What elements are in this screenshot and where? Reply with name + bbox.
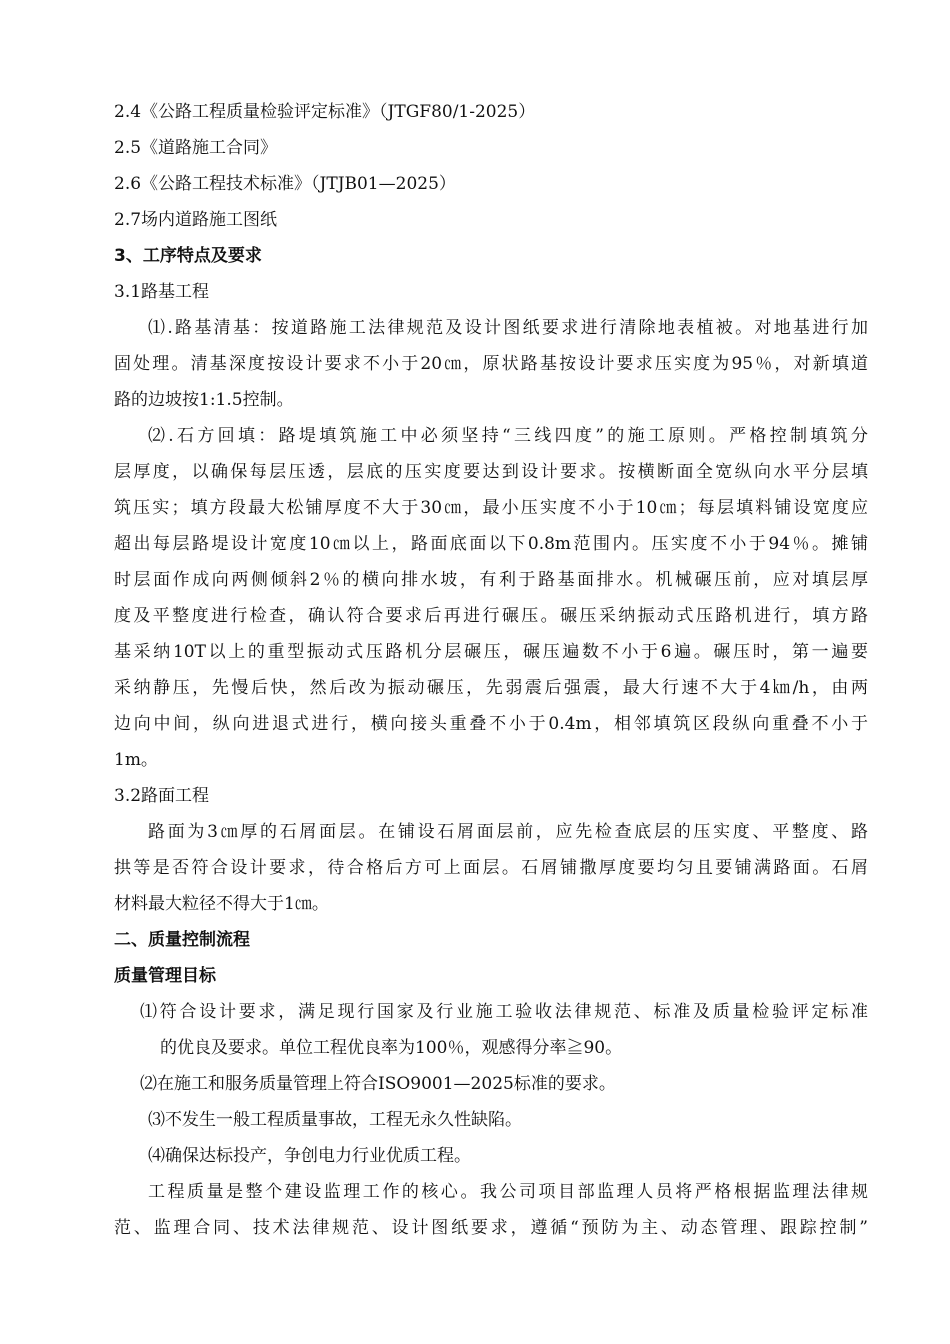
- goal-item: ⑴符合设计要求，满足现行国家及行业施工验收法律规范、标准及质量检验评定标准: [140, 1002, 868, 1022]
- paragraph-line: 工程质量是整个建设监理工作的核心。我公司项目部监理人员将严格根据监理法律规: [148, 1182, 868, 1202]
- subsection-heading: 3.1路基工程: [114, 282, 210, 302]
- paragraph-line: 筑压实；填方段最大松铺厚度不大于30㎝，最小压实度不小于10㎝；每层填料铺设宽度应: [114, 498, 868, 518]
- reference-item: 2.7场内道路施工图纸: [114, 210, 278, 230]
- subsection-heading: 3.2路面工程: [114, 786, 210, 806]
- paragraph-line: 超出每层路堤设计宽度10㎝以上，路面底面以下0.8m范围内。压实度不小于94％。摊铺: [114, 534, 868, 554]
- paragraph-line: 度及平整度进行检查，确认符合要求后再进行碾压。碾压采纳振动式压路机进行，填方路: [114, 606, 868, 626]
- paragraph-line: 材料最大粒径不得大于1㎝。: [114, 894, 329, 914]
- reference-item: 2.6《公路工程技术标准》（JTJB01—2025）: [114, 174, 456, 194]
- paragraph-line: ⑴.路基清基：按道路施工法律规范及设计图纸要求进行清除地表植被。对地基进行加: [148, 318, 868, 338]
- goal-item: ⑷确保达标投产，争创电力行业优质工程。: [148, 1146, 471, 1166]
- reference-item: 2.4《公路工程质量检验评定标准》（JTGF80/1-2025）: [114, 102, 536, 122]
- goal-item: ⑵在施工和服务质量管理上符合ISO9001—2025标准的要求。: [140, 1074, 616, 1094]
- paragraph-line: ⑵.石方回填：路堤填筑施工中必须坚持“三线四度”的施工原则。严格控制填筑分: [148, 426, 868, 446]
- goal-item: ⑶不发生一般工程质量事故，工程无永久性缺陷。: [148, 1110, 522, 1130]
- paragraph-line: 范、监理合同、技术法律规范、设计图纸要求，遵循“预防为主、动态管理、跟踪控制”: [114, 1218, 868, 1238]
- reference-item: 2.5《道路施工合同》: [114, 138, 278, 158]
- paragraph-line: 基采纳10T以上的重型振动式压路机分层碾压，碾压遍数不小于6遍。碾压时，第一遍要: [114, 642, 868, 662]
- subsection-heading: 质量管理目标: [114, 966, 216, 986]
- paragraph-line: 层厚度，以确保每层压透，层底的压实度要达到设计要求。按横断面全宽纵向水平分层填: [114, 462, 868, 482]
- goal-item-continuation: 的优良及要求。单位工程优良率为100％，观感得分率≧90。: [160, 1038, 623, 1058]
- paragraph-line: 拱等是否符合设计要求，待合格后方可上面层。石屑铺撒厚度要均匀且要铺满路面。石屑: [114, 858, 868, 878]
- section-heading: 二、质量控制流程: [114, 930, 250, 950]
- section-heading: 3、工序特点及要求: [114, 246, 262, 266]
- paragraph-line: 固处理。清基深度按设计要求不小于20㎝，原状路基按设计要求压实度为95％，对新填道: [114, 354, 868, 374]
- paragraph-line: 时层面作成向两侧倾斜2％的横向排水坡，有利于路基面排水。机械碾压前，应对填层厚: [114, 570, 868, 590]
- paragraph-line: 采纳静压，先慢后快，然后改为振动碾压，先弱震后强震，最大行速不大于4㎞/h，由两: [114, 678, 868, 698]
- paragraph-line: 边向中间，纵向进退式进行，横向接头重叠不小于0.4m，相邻填筑区段纵向重叠不小于: [114, 714, 868, 734]
- paragraph-line: 1m。: [114, 750, 158, 770]
- paragraph-line: 路面为3㎝厚的石屑面层。在铺设石屑面层前，应先检查底层的压实度、平整度、路: [148, 822, 868, 842]
- paragraph-line: 路的边坡按1:1.5控制。: [114, 390, 294, 410]
